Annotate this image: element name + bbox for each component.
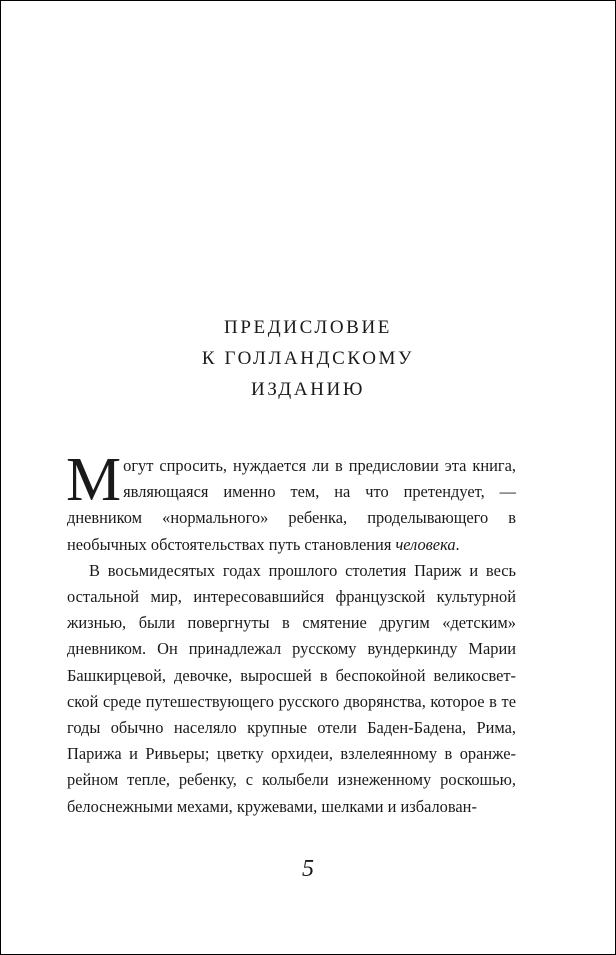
chapter-title xyxy=(1,312,615,405)
paragraph-1-text: огут спросить, нуждается ли в предисловии эта книга, являющаяся именно тем, на что претендует, — дневником «нормального» ребенка, проделывающего в необычных обстоятельствах путь становления xyxy=(67,456,516,554)
chapter-title-line-2: К ГОЛЛАНДСКОМУ xyxy=(201,348,415,369)
italic-word: человека xyxy=(395,534,456,554)
drop-cap: М xyxy=(66,446,122,514)
paragraph-1 xyxy=(66,446,516,558)
page-number: 5 xyxy=(302,856,314,882)
chapter-title-line-1: ПРЕДИСЛОВИЕ xyxy=(224,317,392,338)
body-text xyxy=(66,446,516,820)
paragraph-1-end: . xyxy=(455,534,460,554)
chapter-title-line-3: ИЗДАНИЮ xyxy=(251,379,365,400)
paragraph-2: В восьмидесятых годах прошлого столетия Париж и весь остальной мир, интересовавшийся французской культурной жизнью, были повергнуты в смятение другим «детским» дневником. Он принадлежал русскому вундеркинду Марии Башкирцевой, девочке, выросшей в беспокойной великосветской среде путешествующего русского дворянства, которое в те годы обычно населяло крупные отели Баден-Бадена, Рима, Парижа и Ривьеры; цветку орхидеи, взлелеянному в оранжерейном тепле, ребенку, с колыбели изнеженному роскошью, белоснежными мехами, кружевами, шелками и избалован- xyxy=(67,560,516,816)
